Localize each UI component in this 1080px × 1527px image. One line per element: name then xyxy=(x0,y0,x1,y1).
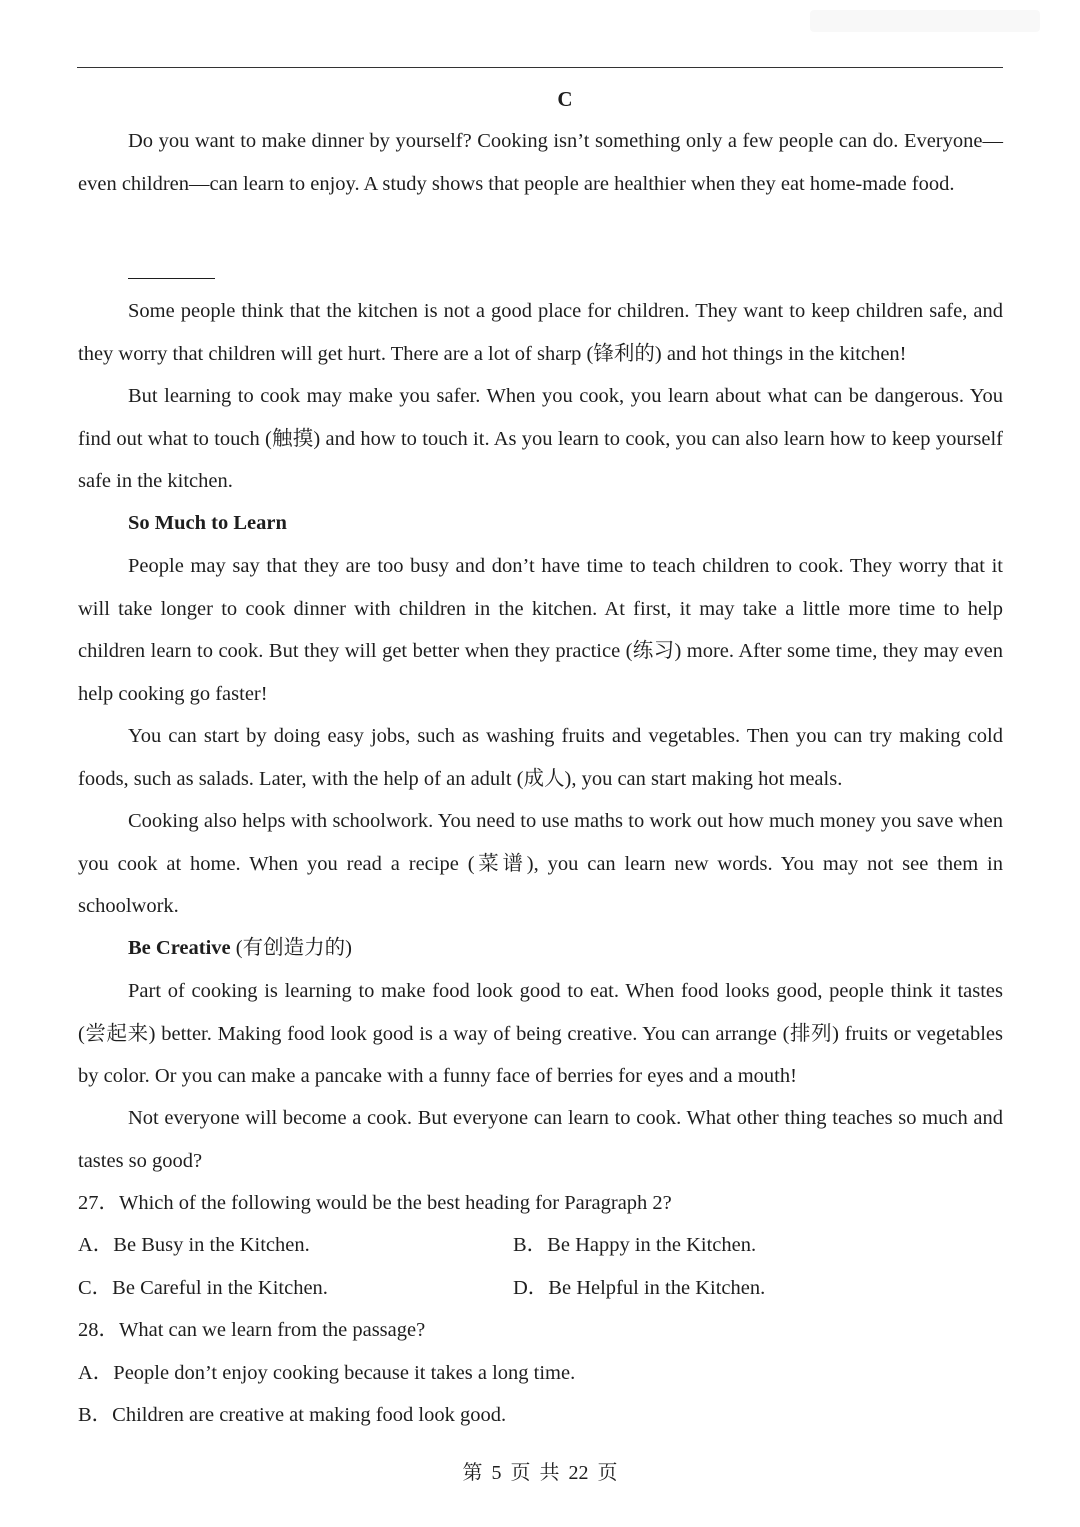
heading-blank xyxy=(128,278,215,279)
paragraph-5: You can start by doing easy jobs, such as washing fruits and vegetables. Then you can try making cold foods, such as salads. Later, with the help of an adult (成人), you can start making hot meals. xyxy=(78,725,1003,790)
subheading-bold-text: Be Creative xyxy=(128,937,231,959)
subheading-text: So Much to Learn xyxy=(128,512,287,534)
paragraph-8: Not everyone will become a cook. But everyone can learn to cook. What other thing teaches so much and tastes so good? xyxy=(78,1107,1003,1172)
subheading-note: (有创造力的) xyxy=(230,937,352,959)
page-number: 第 5 页 共 22 页 xyxy=(462,1462,618,1484)
question-28-option-a: A．People don’t enjoy cooking because it takes a long time. xyxy=(78,1362,576,1384)
paragraph-4: People may say that they are too busy and don’t have time to teach children to cook. They worry that it will take longer to cook dinner with children in the kitchen. At first, it may take a little more time to help children learn to cook. But they will get better when they practice (练习) more. After some time, they may even help cooking go faster! xyxy=(78,555,1003,705)
question-27-option-b: B．Be Happy in the Kitchen. xyxy=(513,1234,757,1256)
question-28-stem: 28．What can we learn from the passage? xyxy=(78,1319,426,1341)
section-title: C xyxy=(557,87,573,111)
question-27-option-d: D．Be Helpful in the Kitchen. xyxy=(513,1277,766,1299)
paragraph-3: But learning to cook may make you safer. When you cook, you learn about what can be dangerous. You find out what to touch (触摸) and how to touch it. As you learn to cook, you can also learn how to keep yourself safe in the kitchen. xyxy=(78,385,1003,492)
header-rule xyxy=(77,67,1003,68)
question-28-option-b: B．Children are creative at making food look good. xyxy=(78,1404,507,1426)
paragraph-6: Cooking also helps with schoolwork. You need to use maths to work out how much money you save when you cook at home. When you read a recipe (菜谱), you can learn new words. You may not see them in schoolwork. xyxy=(78,810,1003,917)
watermark xyxy=(810,10,1040,32)
subheading-be-creative xyxy=(128,927,352,970)
question-27-option-a: A．Be Busy in the Kitchen. xyxy=(78,1234,310,1256)
paragraph-7: Part of cooking is learning to make food look good to eat. When food looks good, people think it tastes (尝起来) better. Making food look good is a way of being creative. You can arrange (排列) fruits or vegetables by color. Or you can make a pancake with a funny face of berries for eyes and a mouth! xyxy=(78,980,1003,1087)
paragraph-1: Do you want to make dinner by yourself? Cooking isn’t something only a few people can do. Everyone—even children—can learn to enjoy. A study shows that people are healthier when they eat home-made food. xyxy=(78,130,1003,195)
question-27-stem: 27．Which of the following would be the best heading for Paragraph 2? xyxy=(78,1192,672,1214)
subheading-so-much-to-learn xyxy=(128,502,287,545)
paragraph-2: Some people think that the kitchen is not a good place for children. They want to keep children safe, and they worry that children will get hurt. There are a lot of sharp (锋利的) and hot things in the kitchen! xyxy=(78,300,1003,365)
question-27-option-c: C．Be Careful in the Kitchen. xyxy=(78,1277,328,1299)
